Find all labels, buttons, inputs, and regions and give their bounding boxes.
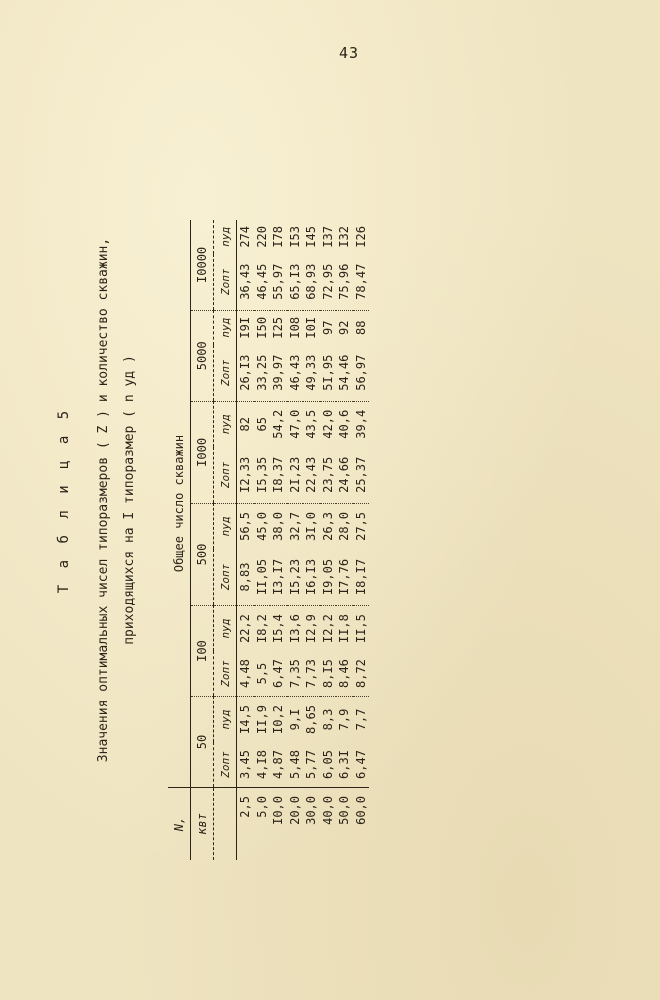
cell-z-opt: 3,45 [238, 750, 252, 779]
cell-z-opt: 65,I3 [287, 263, 302, 300]
table-row [336, 220, 353, 860]
cell-z-opt: 36,43 [238, 263, 252, 300]
cell-z-opt: I3,I7 [271, 558, 285, 596]
cell-n-ud: II,8 [336, 606, 353, 651]
sub-header-n-ud: nуд [214, 310, 237, 344]
cell-n-ud: I0I [303, 310, 320, 344]
cell-z-opt: 68,93 [304, 263, 318, 300]
cell-z-opt: 56,97 [353, 354, 368, 391]
data-table [168, 220, 369, 860]
cell-n-ud: 42,0 [320, 401, 337, 446]
cell-z-opt: I8,I7 [353, 558, 368, 596]
table-label: Т а б л и ц а 5 [56, 406, 72, 594]
sub-header-n-ud: nуд [214, 606, 237, 651]
group-header: I0000 [191, 220, 214, 310]
rotated-table-block [50, 120, 610, 880]
group-header: 50 [191, 697, 214, 788]
cell-z-opt: 24,66 [337, 456, 351, 493]
cell-n-ud: I53 [287, 225, 302, 248]
cell-z-opt: 6,3I [337, 750, 351, 779]
cell-n-ud: I78 [271, 225, 285, 248]
cell-z-opt: 8,83 [238, 562, 252, 592]
cell-n-ud: I2,9 [303, 606, 320, 651]
group-header: 5000 [191, 310, 214, 401]
cell-n-ud: 32,7 [287, 503, 304, 548]
sub-header-n-ud: nуд [214, 220, 237, 254]
cell-z-opt: 25,37 [353, 456, 368, 493]
cell-n-ud: I26 [353, 225, 368, 248]
cell-n-ud: 82 [237, 401, 254, 446]
cell-n-ud: 38,0 [270, 503, 287, 548]
cell-n-ud: 97 [320, 310, 337, 344]
cell-n-ud: I4,5 [237, 697, 254, 742]
cell-n-ud: 3I,0 [303, 503, 320, 548]
cell-z-opt: 54,46 [337, 354, 351, 391]
cell-n-ud: 56,5 [237, 503, 254, 548]
table-row [254, 220, 271, 860]
cell-z-opt: 46,43 [287, 354, 302, 391]
row-power-value: 50,0 [336, 788, 353, 861]
page-number: 43 [339, 44, 360, 62]
cell-z-opt: 4,48 [238, 659, 252, 688]
row-power-value: 20,0 [287, 788, 304, 861]
table-row [237, 220, 254, 860]
cell-n-ud: I3,6 [287, 606, 304, 651]
cell-z-opt: 49,33 [304, 354, 318, 391]
cell-z-opt: II,05 [254, 558, 269, 596]
group-header: I000 [191, 401, 214, 503]
group-header: I00 [191, 606, 214, 697]
cell-z-opt: 5,48 [287, 750, 302, 779]
group-title: Общее число скважин [168, 220, 191, 788]
cell-n-ud: 9,I [287, 697, 304, 742]
cell-n-ud: 40,6 [336, 401, 353, 446]
cell-z-opt: 6,47 [271, 659, 285, 688]
cell-z-opt: 6,47 [353, 750, 368, 779]
cell-z-opt: I8,37 [271, 456, 285, 493]
cell-z-opt: 8,72 [353, 659, 368, 688]
cell-n-ud: I32 [337, 225, 351, 248]
cell-n-ud: 8,3 [320, 697, 337, 742]
cell-n-ud: 92 [336, 310, 353, 344]
cell-n-ud: 22,2 [237, 606, 254, 651]
cell-z-opt: 23,75 [320, 456, 335, 493]
sub-header-z-opt: Zопт [214, 651, 237, 696]
cell-n-ud: I50 [254, 310, 271, 344]
cell-z-opt: I2,33 [238, 456, 252, 493]
table-row [353, 220, 370, 860]
cell-n-ud: 7,7 [353, 697, 370, 742]
cell-n-ud: I2,2 [320, 606, 337, 651]
row-power-value: 30,0 [303, 788, 320, 861]
table-row [303, 220, 320, 860]
cell-z-opt: 75,96 [337, 263, 351, 300]
cell-z-opt: 5,77 [304, 750, 318, 779]
cell-z-opt: 78,47 [353, 263, 368, 300]
table-caption-line-1: Значения оптимальных чисел типоразмеров ( Z ) и количество скважин, [96, 237, 111, 763]
cell-n-ud: II,9 [254, 697, 271, 742]
cell-n-ud: 27,5 [353, 503, 370, 548]
cell-z-opt: 4,I8 [254, 750, 269, 779]
cell-n-ud: I8,2 [254, 606, 271, 651]
row-power-value: 2,5 [237, 788, 254, 861]
cell-n-ud: 88 [353, 310, 370, 344]
sub-header-n-ud: nуд [214, 697, 237, 742]
cell-z-opt: 2I,23 [287, 456, 302, 493]
sub-header-z-opt: Zопт [214, 742, 237, 787]
cell-z-opt: 5I,95 [320, 354, 335, 391]
cell-n-ud: I45 [304, 225, 318, 248]
cell-z-opt: 5,5 [254, 662, 269, 685]
cell-n-ud: 47,0 [287, 401, 304, 446]
table-body [237, 220, 370, 860]
cell-z-opt: 7,73 [304, 659, 318, 688]
row-power-value: 60,0 [353, 788, 370, 861]
cell-z-opt: I6,I3 [304, 558, 318, 596]
row-header-n: N, [168, 788, 191, 861]
cell-n-ud: 45,0 [254, 503, 271, 548]
cell-n-ud: 274 [238, 225, 252, 248]
sub-header-z-opt: Zопт [214, 549, 237, 606]
sub-header-n-ud: nуд [214, 503, 237, 548]
sub-header-z-opt: Zопт [214, 254, 237, 311]
table-row [270, 220, 287, 860]
cell-z-opt: 26,I3 [238, 354, 252, 391]
cell-n-ud: II,5 [353, 606, 370, 651]
cell-z-opt: 7,35 [287, 659, 302, 688]
cell-n-ud: 28,0 [336, 503, 353, 548]
cell-n-ud: 26,3 [320, 503, 337, 548]
table-row [287, 220, 304, 860]
cell-n-ud: 54,2 [270, 401, 287, 446]
cell-z-opt: 72,95 [320, 263, 335, 300]
row-header-blank [214, 788, 237, 861]
cell-z-opt: 33,25 [254, 354, 269, 391]
cell-z-opt: I5,35 [254, 456, 269, 493]
cell-n-ud: I25 [270, 310, 287, 344]
cell-z-opt: 8,I5 [320, 659, 335, 688]
cell-n-ud: 65 [254, 401, 271, 446]
cell-n-ud: 8,65 [303, 697, 320, 742]
table-caption-line-2: приходящихся на I типоразмер ( n уд ) [122, 355, 137, 645]
cell-n-ud: 7,9 [336, 697, 353, 742]
cell-n-ud: I0,2 [270, 697, 287, 742]
sub-header-z-opt: Zопт [214, 345, 237, 402]
cell-z-opt: 46,45 [254, 263, 269, 300]
cell-n-ud: I08 [287, 310, 304, 344]
cell-n-ud: 39,4 [353, 401, 370, 446]
row-power-value: 40,0 [320, 788, 337, 861]
cell-z-opt: 22,43 [304, 456, 318, 493]
table-row [320, 220, 337, 860]
cell-z-opt: 55,97 [271, 263, 285, 300]
row-header-unit: квт [191, 788, 214, 861]
sub-header-n-ud: nуд [214, 401, 237, 446]
row-power-value: I0,0 [270, 788, 287, 861]
cell-n-ud: I37 [320, 225, 335, 248]
cell-n-ud: I9I [237, 310, 254, 344]
group-header: 500 [191, 503, 214, 605]
cell-n-ud: I5,4 [270, 606, 287, 651]
cell-z-opt: I9,05 [320, 558, 335, 596]
cell-n-ud: 43,5 [303, 401, 320, 446]
cell-z-opt: 6,05 [320, 750, 335, 779]
cell-z-opt: I5,23 [287, 558, 302, 596]
row-power-value: 5,0 [254, 788, 271, 861]
cell-n-ud: 220 [254, 225, 269, 248]
cell-z-opt: 39,97 [271, 354, 285, 391]
cell-z-opt: 8,46 [337, 659, 351, 688]
cell-z-opt: I7,76 [337, 558, 351, 596]
sub-header-z-opt: Zопт [214, 447, 237, 504]
cell-z-opt: 4,87 [271, 750, 285, 779]
